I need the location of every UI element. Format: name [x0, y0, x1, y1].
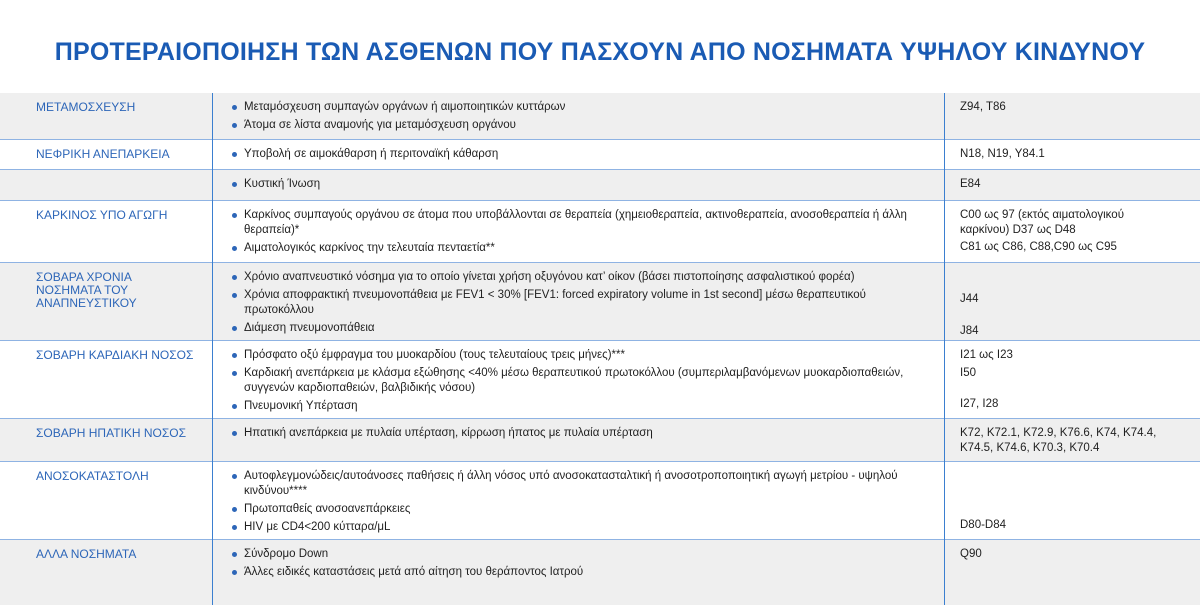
column-divider — [944, 93, 945, 605]
list-item: Άτομα σε λίστα αναμονής για μεταμόσχευση οργάνου — [232, 118, 932, 133]
list-item: Αυτοφλεγμονώδεις/αυτοάνοσες παθήσεις ή άλλη νόσος υπό ανοσοκατασταλτική ή ανοσοτροποποιητική αγωγή μετρίου - υψηλού κινδύνου**** — [232, 469, 932, 498]
category-label: ΣΟΒΑΡΗ ΗΠΑΤΙΚΗ ΝΟΣΟΣ — [36, 426, 187, 440]
category-label: ΣΟΒΑΡΑ ΧΡΟΝΙΑ ΝΟΣΗΜΑΤΑ ΤΟΥ ΑΝΑΠΝΕΥΣΤΙΚΟΥ — [36, 270, 137, 310]
icd-code: I27, I28 — [960, 398, 999, 410]
table-row — [0, 540, 1200, 605]
item-list — [232, 426, 932, 444]
list-item: Ηπατική ανεπάρκεια με πυλαία υπέρταση, κίρρωση ήπατος με πυλαία υπέρταση — [232, 426, 932, 441]
category-label: ΝΕΦΡΙΚΗ ΑΝΕΠΑΡΚΕΙΑ — [36, 147, 170, 161]
item-list — [232, 147, 932, 165]
list-item: Υποβολή σε αιμοκάθαρση ή περιτοναϊκή κάθαρση — [232, 147, 932, 162]
item-list — [232, 100, 932, 136]
item-list — [232, 348, 932, 417]
icd-code: J84 — [960, 325, 979, 337]
category-label: ΚΑΡΚΙΝΟΣ ΥΠΟ ΑΓΩΓΗ — [36, 208, 168, 222]
column-divider — [212, 93, 213, 605]
table-row — [0, 462, 1200, 540]
list-item: Χρόνια αποφρακτική πνευμονοπάθεια με FEV1 < 30% [FEV1: forced expiratory volume in 1st second] μέσω θεραπευτικού πρωτοκόλλου — [232, 288, 932, 317]
item-list — [232, 208, 932, 259]
list-item: Σύνδρομο Down — [232, 547, 932, 562]
table-row — [0, 263, 1200, 341]
table-row — [0, 170, 1200, 201]
category-label: ΑΝΟΣΟΚΑΤΑΣΤΟΛΗ — [36, 469, 149, 483]
item-list — [232, 547, 932, 583]
category-label: ΣΟΒΑΡΗ ΚΑΡΔΙΑΚΗ ΝΟΣΟΣ — [36, 348, 194, 362]
list-item: Καρκίνος συμπαγούς οργάνου σε άτομα που υποβάλλονται σε θεραπεία (χημειοθεραπεία, ακτινοθεραπεία, ανοσοθεραπεία ή άλλη θεραπεία)* — [232, 208, 932, 237]
icd-code: D80-D84 — [960, 519, 1007, 531]
icd-code: J44 — [960, 293, 979, 305]
icd-code: K72, K72.1, K72.9, K76.6, K74, K74.4, K74.5, K74.6, K70.3, K70.4 — [960, 427, 1157, 454]
icd-code: Q90 — [960, 548, 982, 560]
list-item: HIV με CD4<200 κύτταρα/μL — [232, 520, 932, 535]
icd-code: C00 ως 97 (εκτός αιματολογικού καρκίνου) D37 ως D48 — [960, 209, 1124, 236]
list-item: Χρόνιο αναπνευστικό νόσημα για το οποίο γίνεται χρήση οξυγόνου κατ’ οίκον (βάσει πιστοποίησης ασφαλιστικού φορέα) — [232, 270, 932, 285]
item-list — [232, 469, 932, 538]
icd-code: N18, N19, Y84.1 — [960, 148, 1045, 160]
category-label: ΑΛΛΑ ΝΟΣΗΜΑΤΑ — [36, 547, 137, 561]
list-item: Πνευμονική Υπέρταση — [232, 399, 932, 414]
icd-code: C81 ως C86, C88,C90 ως C95 — [960, 241, 1117, 253]
item-list — [232, 270, 932, 339]
icd-code: E84 — [960, 178, 981, 190]
page-title: ΠΡΟΤΕΡΑΙΟΠΟΙΗΣΗ ΤΩΝ ΑΣΘΕΝΩΝ ΠΟΥ ΠΑΣΧΟΥΝ ΑΠΟ ΝΟΣΗΜΑΤΑ ΥΨΗΛΟΥ ΚΙΝΔΥΝΟΥ — [54, 38, 1146, 66]
table-row — [0, 201, 1200, 263]
icd-code: Z94, T86 — [960, 101, 1006, 113]
item-list — [232, 177, 932, 195]
icd-code: I21 ως I23 — [960, 349, 1013, 361]
table-row — [0, 140, 1200, 170]
table-row — [0, 341, 1200, 419]
list-item: Πρόσφατο οξύ έμφραγμα του μυοκαρδίου (τους τελευταίους τρεις μήνες)*** — [232, 348, 932, 363]
table-row — [0, 93, 1200, 140]
category-label: ΜΕΤΑΜΟΣΧΕΥΣΗ — [36, 100, 136, 114]
list-item: Αιματολογικός καρκίνος την τελευταία πενταετία** — [232, 241, 932, 256]
risk-table — [0, 93, 1200, 605]
list-item: Άλλες ειδικές καταστάσεις μετά από αίτηση του θεράποντος Ιατρού — [232, 565, 932, 580]
list-item: Διάμεση πνευμονοπάθεια — [232, 321, 932, 336]
table-row — [0, 419, 1200, 462]
list-item: Πρωτοπαθείς ανοσοανεπάρκειες — [232, 502, 932, 517]
list-item: Κυστική Ίνωση — [232, 177, 932, 192]
list-item: Καρδιακή ανεπάρκεια με κλάσμα εξώθησης <40% μέσω θεραπευτικού πρωτοκόλλου (συμπεριλαμβανόμενων μυοκαρδιοπαθειών, συγγενών καρδιοπαθειών, βαλβιδικής νόσου) — [232, 366, 932, 395]
icd-code: I50 — [960, 367, 976, 379]
list-item: Μεταμόσχευση συμπαγών οργάνων ή αιμοποιητικών κυττάρων — [232, 100, 932, 115]
